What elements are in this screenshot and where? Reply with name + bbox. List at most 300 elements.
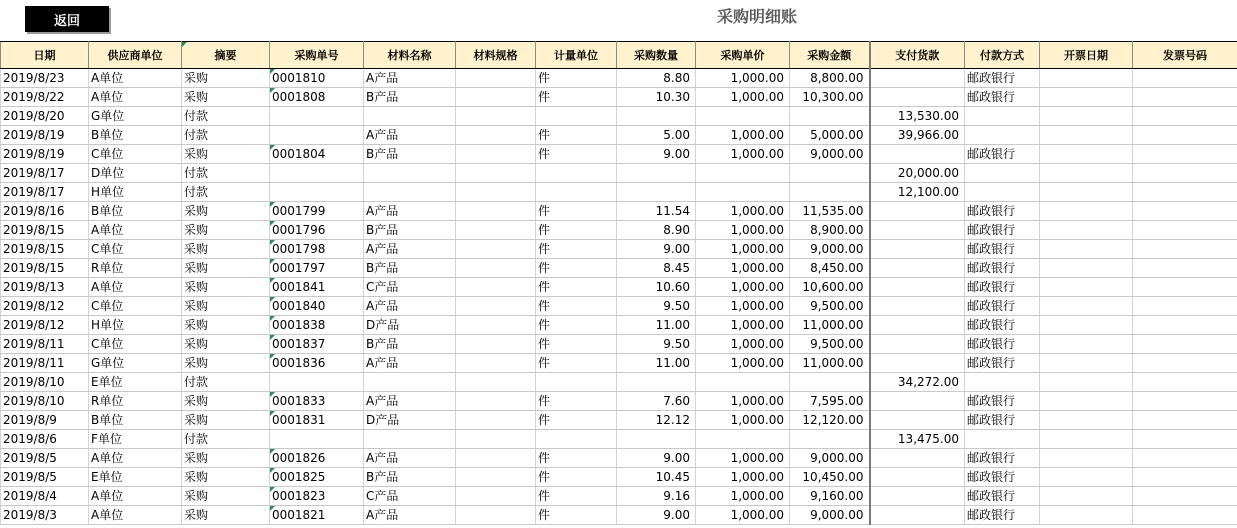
cell-payment[interactable] [870,487,965,506]
cell-quantity[interactable]: 11.00 [617,316,696,335]
cell-po-number[interactable] [270,373,364,392]
cell-summary[interactable]: 付款 [182,107,270,126]
cell-supplier[interactable]: B单位 [89,411,182,430]
cell-invoice-number[interactable] [1133,373,1237,392]
cell-amount[interactable]: 12,120.00 [790,411,870,430]
cell-invoice-number[interactable] [1133,411,1237,430]
cell-date[interactable]: 2019/8/9 [1,411,89,430]
cell-summary[interactable]: 采购 [182,354,270,373]
cell-quantity[interactable]: 10.30 [617,88,696,107]
cell-po-number[interactable]: 0001840 [270,297,364,316]
cell-amount[interactable]: 11,535.00 [790,202,870,221]
cell-supplier[interactable]: B单位 [89,202,182,221]
cell-date[interactable]: 2019/8/19 [1,145,89,164]
cell-invoice-date[interactable] [1040,468,1133,487]
cell-unit-price[interactable] [696,373,790,392]
cell-payment[interactable] [870,468,965,487]
cell-amount[interactable]: 11,000.00 [790,354,870,373]
cell-po-number[interactable] [270,430,364,449]
cell-quantity[interactable]: 9.16 [617,487,696,506]
cell-po-number[interactable] [270,107,364,126]
cell-invoice-number[interactable] [1133,392,1237,411]
cell-supplier[interactable]: G单位 [89,107,182,126]
cell-quantity[interactable]: 11.00 [617,354,696,373]
table-row[interactable] [1,164,1237,183]
cell-date[interactable]: 2019/8/11 [1,335,89,354]
cell-po-number[interactable]: 0001796 [270,221,364,240]
cell-material-spec[interactable] [456,411,536,430]
cell-material-name[interactable]: B产品 [364,145,456,164]
cell-material-spec[interactable] [456,468,536,487]
cell-material-spec[interactable] [456,126,536,145]
cell-quantity[interactable]: 8.45 [617,259,696,278]
cell-material-spec[interactable] [456,449,536,468]
cell-date[interactable]: 2019/8/19 [1,126,89,145]
table-row[interactable] [1,221,1237,240]
cell-invoice-number[interactable] [1133,278,1237,297]
cell-material-name[interactable]: B产品 [364,335,456,354]
cell-amount[interactable] [790,430,870,449]
table-row[interactable] [1,126,1237,145]
cell-material-name[interactable]: A产品 [364,449,456,468]
cell-unit[interactable] [536,373,617,392]
cell-quantity[interactable]: 9.00 [617,145,696,164]
cell-supplier[interactable]: E单位 [89,373,182,392]
cell-summary[interactable]: 采购 [182,69,270,88]
cell-material-name[interactable]: A产品 [364,240,456,259]
cell-supplier[interactable]: H单位 [89,183,182,202]
cell-unit-price[interactable]: 1,000.00 [696,316,790,335]
cell-payment[interactable] [870,411,965,430]
cell-supplier[interactable]: A单位 [89,449,182,468]
col-header-amount[interactable]: 采购金额 [790,42,870,69]
cell-material-spec[interactable] [456,373,536,392]
cell-po-number[interactable] [270,164,364,183]
cell-payment-method[interactable]: 邮政银行 [965,69,1040,88]
cell-unit-price[interactable]: 1,000.00 [696,202,790,221]
cell-unit[interactable]: 件 [536,316,617,335]
cell-unit-price[interactable]: 1,000.00 [696,278,790,297]
cell-payment-method[interactable]: 邮政银行 [965,259,1040,278]
cell-payment[interactable] [870,202,965,221]
cell-unit-price[interactable] [696,183,790,202]
cell-invoice-number[interactable] [1133,259,1237,278]
cell-amount[interactable]: 11,000.00 [790,316,870,335]
cell-payment-method[interactable]: 邮政银行 [965,411,1040,430]
cell-payment[interactable] [870,335,965,354]
cell-supplier[interactable]: C单位 [89,335,182,354]
cell-date[interactable]: 2019/8/17 [1,164,89,183]
cell-supplier[interactable]: E单位 [89,468,182,487]
cell-date[interactable]: 2019/8/12 [1,316,89,335]
cell-po-number[interactable]: 0001838 [270,316,364,335]
cell-payment-method[interactable] [965,107,1040,126]
cell-summary[interactable]: 付款 [182,373,270,392]
cell-po-number[interactable]: 0001810 [270,69,364,88]
cell-supplier[interactable]: R单位 [89,259,182,278]
cell-invoice-date[interactable] [1040,69,1133,88]
cell-payment[interactable] [870,69,965,88]
cell-supplier[interactable]: H单位 [89,316,182,335]
cell-po-number[interactable] [270,126,364,145]
cell-material-name[interactable] [364,373,456,392]
table-row[interactable] [1,316,1237,335]
cell-material-spec[interactable] [456,430,536,449]
cell-payment[interactable] [870,297,965,316]
cell-summary[interactable]: 采购 [182,240,270,259]
cell-invoice-date[interactable] [1040,316,1133,335]
cell-date[interactable]: 2019/8/15 [1,259,89,278]
cell-amount[interactable]: 8,450.00 [790,259,870,278]
cell-unit-price[interactable]: 1,000.00 [696,468,790,487]
table-row[interactable] [1,430,1237,449]
cell-unit[interactable]: 件 [536,126,617,145]
cell-summary[interactable]: 采购 [182,202,270,221]
cell-payment[interactable] [870,240,965,259]
cell-unit-price[interactable]: 1,000.00 [696,506,790,525]
table-row[interactable] [1,297,1237,316]
cell-quantity[interactable] [617,183,696,202]
cell-unit[interactable]: 件 [536,88,617,107]
cell-payment-method[interactable]: 邮政银行 [965,354,1040,373]
cell-material-spec[interactable] [456,316,536,335]
cell-po-number[interactable]: 0001808 [270,88,364,107]
table-row[interactable] [1,506,1237,525]
cell-material-name[interactable]: A产品 [364,69,456,88]
cell-invoice-number[interactable] [1133,126,1237,145]
col-header-payment[interactable]: 支付货款 [870,42,965,69]
cell-payment[interactable] [870,392,965,411]
cell-quantity[interactable]: 9.00 [617,506,696,525]
cell-amount[interactable]: 9,000.00 [790,449,870,468]
cell-summary[interactable]: 付款 [182,430,270,449]
cell-date[interactable]: 2019/8/12 [1,297,89,316]
cell-date[interactable]: 2019/8/10 [1,373,89,392]
cell-summary[interactable]: 采购 [182,335,270,354]
cell-material-spec[interactable] [456,335,536,354]
cell-material-name[interactable]: C产品 [364,278,456,297]
cell-material-spec[interactable] [456,107,536,126]
cell-quantity[interactable] [617,373,696,392]
cell-material-spec[interactable] [456,202,536,221]
cell-unit-price[interactable]: 1,000.00 [696,88,790,107]
cell-date[interactable]: 2019/8/3 [1,506,89,525]
cell-quantity[interactable] [617,164,696,183]
cell-invoice-date[interactable] [1040,487,1133,506]
cell-payment-method[interactable]: 邮政银行 [965,145,1040,164]
cell-material-name[interactable]: A产品 [364,297,456,316]
cell-material-name[interactable]: B产品 [364,259,456,278]
cell-amount[interactable]: 10,450.00 [790,468,870,487]
cell-supplier[interactable]: F单位 [89,430,182,449]
cell-material-name[interactable]: A产品 [364,126,456,145]
table-row[interactable] [1,278,1237,297]
cell-material-spec[interactable] [456,240,536,259]
cell-payment[interactable] [870,506,965,525]
col-header-invoice-number[interactable]: 发票号码 [1133,42,1237,69]
cell-unit[interactable]: 件 [536,278,617,297]
cell-quantity[interactable]: 12.12 [617,411,696,430]
table-row[interactable] [1,259,1237,278]
cell-supplier[interactable]: C单位 [89,145,182,164]
col-header-quantity[interactable]: 采购数量 [617,42,696,69]
cell-material-name[interactable]: B产品 [364,468,456,487]
cell-unit-price[interactable]: 1,000.00 [696,335,790,354]
cell-quantity[interactable] [617,107,696,126]
cell-payment-method[interactable] [965,430,1040,449]
cell-quantity[interactable]: 9.00 [617,449,696,468]
cell-material-name[interactable] [364,430,456,449]
cell-po-number[interactable]: 0001833 [270,392,364,411]
cell-material-name[interactable] [364,183,456,202]
cell-invoice-date[interactable] [1040,240,1133,259]
cell-po-number[interactable]: 0001797 [270,259,364,278]
cell-unit[interactable] [536,107,617,126]
cell-invoice-number[interactable] [1133,164,1237,183]
cell-po-number[interactable]: 0001821 [270,506,364,525]
cell-summary[interactable]: 采购 [182,88,270,107]
cell-unit[interactable] [536,183,617,202]
cell-invoice-number[interactable] [1133,430,1237,449]
cell-amount[interactable]: 8,900.00 [790,221,870,240]
cell-payment-method[interactable]: 邮政银行 [965,316,1040,335]
cell-unit-price[interactable]: 1,000.00 [696,354,790,373]
cell-payment[interactable] [870,449,965,468]
cell-material-name[interactable]: A产品 [364,354,456,373]
cell-payment[interactable] [870,145,965,164]
table-row[interactable] [1,373,1237,392]
cell-material-spec[interactable] [456,278,536,297]
cell-supplier[interactable]: D单位 [89,164,182,183]
cell-payment-method[interactable]: 邮政银行 [965,506,1040,525]
cell-invoice-date[interactable] [1040,202,1133,221]
cell-invoice-number[interactable] [1133,506,1237,525]
cell-invoice-number[interactable] [1133,221,1237,240]
cell-date[interactable]: 2019/8/5 [1,449,89,468]
cell-unit-price[interactable]: 1,000.00 [696,449,790,468]
cell-unit-price[interactable] [696,107,790,126]
cell-payment[interactable]: 13,530.00 [870,107,965,126]
col-header-unit-price[interactable]: 采购单价 [696,42,790,69]
cell-quantity[interactable]: 10.60 [617,278,696,297]
cell-material-spec[interactable] [456,164,536,183]
cell-material-spec[interactable] [456,145,536,164]
cell-invoice-number[interactable] [1133,88,1237,107]
cell-amount[interactable]: 7,595.00 [790,392,870,411]
col-header-material-name[interactable]: 材料名称 [364,42,456,69]
cell-amount[interactable] [790,183,870,202]
cell-amount[interactable]: 10,600.00 [790,278,870,297]
cell-unit[interactable]: 件 [536,506,617,525]
table-row[interactable] [1,107,1237,126]
cell-payment-method[interactable]: 邮政银行 [965,278,1040,297]
cell-summary[interactable]: 采购 [182,316,270,335]
cell-material-name[interactable]: D产品 [364,316,456,335]
cell-supplier[interactable]: A单位 [89,487,182,506]
col-header-po-number[interactable]: 采购单号 [270,42,364,69]
cell-unit-price[interactable]: 1,000.00 [696,126,790,145]
cell-amount[interactable]: 9,000.00 [790,240,870,259]
cell-invoice-date[interactable] [1040,278,1133,297]
cell-date[interactable]: 2019/8/13 [1,278,89,297]
cell-date[interactable]: 2019/8/4 [1,487,89,506]
cell-payment[interactable]: 13,475.00 [870,430,965,449]
cell-payment[interactable]: 12,100.00 [870,183,965,202]
cell-unit[interactable]: 件 [536,411,617,430]
cell-payment-method[interactable]: 邮政银行 [965,335,1040,354]
cell-date[interactable]: 2019/8/22 [1,88,89,107]
table-row[interactable] [1,335,1237,354]
cell-material-spec[interactable] [456,392,536,411]
cell-invoice-number[interactable] [1133,107,1237,126]
cell-quantity[interactable]: 5.00 [617,126,696,145]
table-row[interactable] [1,392,1237,411]
cell-quantity[interactable] [617,430,696,449]
cell-payment-method[interactable] [965,164,1040,183]
cell-quantity[interactable]: 8.90 [617,221,696,240]
cell-invoice-date[interactable] [1040,259,1133,278]
table-row[interactable] [1,69,1237,88]
cell-invoice-date[interactable] [1040,297,1133,316]
cell-invoice-date[interactable] [1040,126,1133,145]
cell-unit[interactable]: 件 [536,449,617,468]
cell-po-number[interactable]: 0001841 [270,278,364,297]
table-row[interactable] [1,88,1237,107]
table-row[interactable] [1,449,1237,468]
cell-invoice-number[interactable] [1133,69,1237,88]
cell-summary[interactable]: 付款 [182,126,270,145]
cell-unit[interactable]: 件 [536,468,617,487]
cell-invoice-number[interactable] [1133,335,1237,354]
cell-payment[interactable] [870,316,965,335]
cell-payment[interactable] [870,259,965,278]
cell-invoice-number[interactable] [1133,202,1237,221]
table-row[interactable] [1,354,1237,373]
cell-unit[interactable]: 件 [536,354,617,373]
cell-material-name[interactable]: A产品 [364,202,456,221]
cell-unit[interactable]: 件 [536,240,617,259]
cell-payment[interactable] [870,278,965,297]
cell-payment[interactable] [870,88,965,107]
cell-material-spec[interactable] [456,221,536,240]
cell-supplier[interactable]: B单位 [89,126,182,145]
cell-amount[interactable]: 10,300.00 [790,88,870,107]
cell-date[interactable]: 2019/8/16 [1,202,89,221]
cell-invoice-number[interactable] [1133,145,1237,164]
table-row[interactable] [1,240,1237,259]
col-header-invoice-date[interactable]: 开票日期 [1040,42,1133,69]
table-row[interactable] [1,487,1237,506]
cell-material-name[interactable]: D产品 [364,411,456,430]
cell-unit[interactable] [536,164,617,183]
cell-quantity[interactable]: 10.45 [617,468,696,487]
cell-summary[interactable]: 采购 [182,449,270,468]
cell-summary[interactable]: 付款 [182,183,270,202]
cell-unit-price[interactable] [696,164,790,183]
cell-unit-price[interactable]: 1,000.00 [696,221,790,240]
cell-summary[interactable]: 采购 [182,145,270,164]
cell-unit-price[interactable]: 1,000.00 [696,145,790,164]
cell-date[interactable]: 2019/8/15 [1,221,89,240]
cell-material-name[interactable]: B产品 [364,88,456,107]
cell-invoice-date[interactable] [1040,335,1133,354]
cell-date[interactable]: 2019/8/17 [1,183,89,202]
cell-payment-method[interactable]: 邮政银行 [965,202,1040,221]
cell-unit[interactable] [536,430,617,449]
cell-supplier[interactable]: A单位 [89,506,182,525]
cell-po-number[interactable]: 0001825 [270,468,364,487]
cell-payment[interactable]: 39,966.00 [870,126,965,145]
cell-payment-method[interactable]: 邮政银行 [965,88,1040,107]
cell-unit-price[interactable]: 1,000.00 [696,259,790,278]
cell-amount[interactable]: 9,500.00 [790,297,870,316]
cell-supplier[interactable]: C单位 [89,240,182,259]
cell-payment-method[interactable]: 邮政银行 [965,221,1040,240]
cell-amount[interactable] [790,107,870,126]
cell-amount[interactable] [790,164,870,183]
cell-summary[interactable]: 采购 [182,297,270,316]
cell-date[interactable]: 2019/8/20 [1,107,89,126]
cell-invoice-number[interactable] [1133,297,1237,316]
col-header-summary[interactable]: 摘要 [182,42,270,69]
cell-material-spec[interactable] [456,259,536,278]
cell-unit[interactable]: 件 [536,69,617,88]
cell-unit[interactable]: 件 [536,202,617,221]
cell-payment-method[interactable] [965,373,1040,392]
col-header-unit[interactable]: 计量单位 [536,42,617,69]
cell-unit[interactable]: 件 [536,145,617,164]
col-header-payment-method[interactable]: 付款方式 [965,42,1040,69]
cell-amount[interactable]: 8,800.00 [790,69,870,88]
cell-invoice-number[interactable] [1133,240,1237,259]
cell-material-spec[interactable] [456,88,536,107]
cell-quantity[interactable]: 8.80 [617,69,696,88]
cell-invoice-number[interactable] [1133,449,1237,468]
cell-po-number[interactable]: 0001826 [270,449,364,468]
cell-material-name[interactable] [364,107,456,126]
cell-amount[interactable]: 9,500.00 [790,335,870,354]
cell-unit-price[interactable]: 1,000.00 [696,69,790,88]
cell-summary[interactable]: 采购 [182,278,270,297]
table-row[interactable] [1,411,1237,430]
cell-quantity[interactable]: 7.60 [617,392,696,411]
cell-supplier[interactable]: A单位 [89,278,182,297]
cell-material-spec[interactable] [456,183,536,202]
cell-invoice-date[interactable] [1040,411,1133,430]
cell-unit-price[interactable]: 1,000.00 [696,487,790,506]
cell-summary[interactable]: 采购 [182,468,270,487]
cell-po-number[interactable]: 0001804 [270,145,364,164]
cell-invoice-date[interactable] [1040,145,1133,164]
cell-date[interactable]: 2019/8/5 [1,468,89,487]
cell-unit-price[interactable] [696,430,790,449]
cell-unit[interactable]: 件 [536,221,617,240]
cell-amount[interactable]: 5,000.00 [790,126,870,145]
cell-po-number[interactable]: 0001836 [270,354,364,373]
cell-unit-price[interactable]: 1,000.00 [696,411,790,430]
cell-invoice-date[interactable] [1040,354,1133,373]
cell-supplier[interactable]: A单位 [89,69,182,88]
cell-payment-method[interactable]: 邮政银行 [965,392,1040,411]
cell-invoice-number[interactable] [1133,354,1237,373]
cell-material-name[interactable]: A产品 [364,392,456,411]
cell-quantity[interactable]: 9.00 [617,240,696,259]
table-row[interactable] [1,183,1237,202]
cell-payment-method[interactable]: 邮政银行 [965,468,1040,487]
cell-po-number[interactable]: 0001798 [270,240,364,259]
cell-invoice-date[interactable] [1040,183,1133,202]
cell-invoice-date[interactable] [1040,107,1133,126]
